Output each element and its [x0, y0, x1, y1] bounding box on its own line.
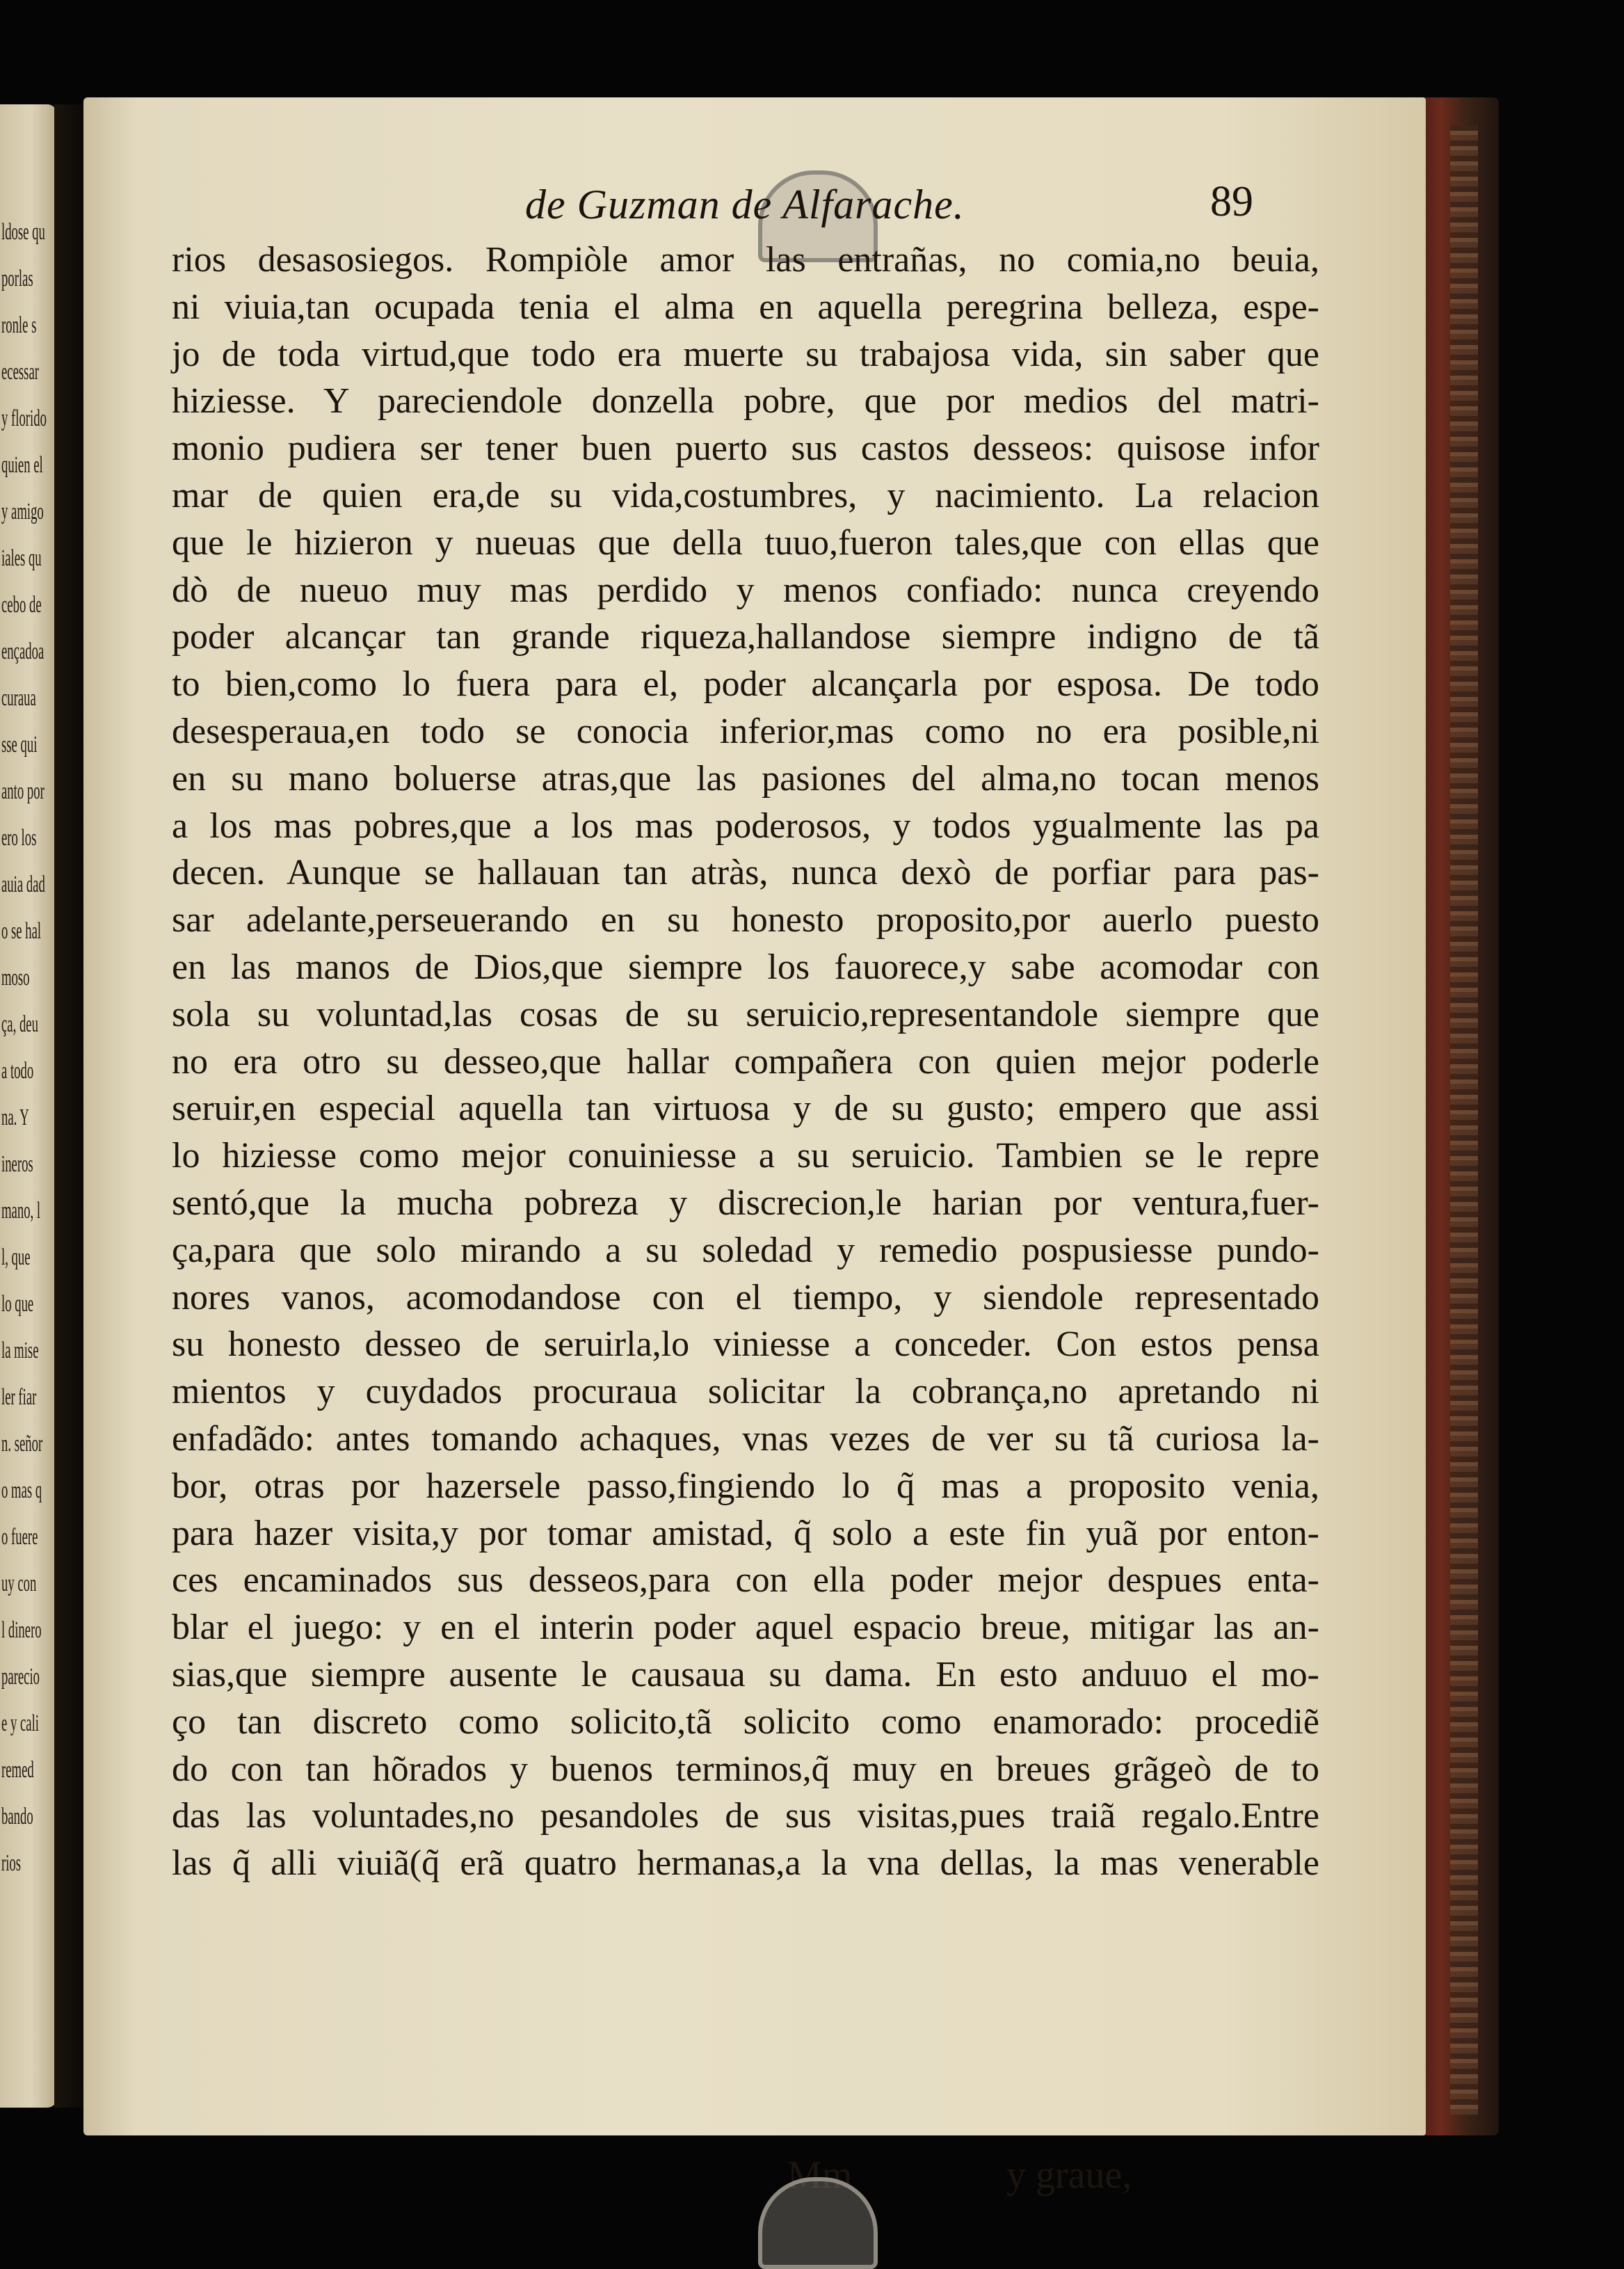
text-line: monio pudiera ser tener buen puerto sus castos desseos: quisose infor [172, 428, 1319, 469]
text-line: en las manos de Dios,que siempre los fauorece,y sabe acomodar con [172, 947, 1319, 987]
text-line: bor, otras por hazersele passo,fingiendo lo q̃ mas a proposito venia, [172, 1466, 1319, 1506]
text-line: sias,que siempre ausente le causaua su dama. En esto anduuo el mo- [172, 1654, 1319, 1694]
page-block-edge [1450, 125, 1478, 2115]
text-line: das las voluntades,no pesandoles de sus visitas,pues traiã regalo.Entre [172, 1796, 1319, 1836]
left-page-fragment: y florido [1, 406, 47, 431]
left-page-fragment: na. Y [1, 1105, 29, 1130]
left-page-fragment: ronle s [1, 312, 37, 338]
left-page-fragment: o fuere [1, 1524, 38, 1550]
text-line: ço tan discreto como solicito,tã solicito como enamorado: procediẽ [172, 1701, 1319, 1742]
text-line: nores vanos, acomodandose con el tiempo, y siendole representado [172, 1277, 1319, 1317]
text-line: seruir,en especial aquella tan virtuosa y de su gusto; empero que assi [172, 1089, 1319, 1129]
text-line: to bien,como lo fuera para el, poder alcançarla por esposa. De todo [172, 664, 1319, 705]
text-line: sentó,que la mucha pobreza y discrecion,le harian por ventura,fuer- [172, 1182, 1319, 1223]
left-page-fragment: ineros [1, 1151, 33, 1177]
text-line: blar el juego: y en el interin poder aquel espacio breue, mitigar las an- [172, 1607, 1319, 1648]
page-footer [83, 2153, 1426, 2208]
text-line: ces encaminados sus desseos,para con ella poder mejor despues enta- [172, 1560, 1319, 1601]
left-page-fragment: rios [1, 1850, 22, 1876]
left-page-text-fragments [1, 209, 57, 1886]
text-line: a los mas pobres,que a los mas poderosos, y todos ygualmente las pa [172, 805, 1319, 846]
left-page-fragment: uy con [1, 1571, 37, 1596]
left-page-fragment: l dinero [1, 1617, 42, 1643]
book-page [83, 97, 1426, 2197]
text-line: poder alcançar tan grande riqueza,hallandose siempre indigno de tã [172, 617, 1319, 657]
text-line: decen. Aunque se hallauan tan atràs, nunca dexò de porfiar para pas- [172, 853, 1319, 893]
text-line: su honesto desseo de seruirla,lo viniesse a conceder. Con estos pensa [172, 1324, 1319, 1365]
text-line: las q̃ alli viuiã(q̃ erã quatro hermanas,a la vna dellas, la mas venerable [172, 1843, 1319, 1884]
text-line: hiziesse. Y pareciendole donzella pobre, que por medios del matri- [172, 381, 1319, 422]
text-line: en su mano boluerse atras,que las pasiones del alma,no tocan menos [172, 758, 1319, 799]
text-line: enfadãdo: antes tomando achaques, vnas vezes de ver su tã curiosa la- [172, 1418, 1319, 1459]
left-page-fragment: quien el [1, 452, 43, 478]
left-page-fragment: porlas [1, 266, 33, 291]
text-line: rios desasosiegos. Rompiòle amor las entrañas, no comia,no beuia, [172, 240, 1319, 280]
text-line: do con tan hõrados y buenos terminos,q̃ muy en breues grãgeò de to [172, 1749, 1319, 1789]
left-page-fragment: mano, l [1, 1198, 41, 1224]
left-page-fragment: e y cali [1, 1710, 39, 1736]
left-page-fragment: moso [1, 965, 30, 991]
text-line: dò de nueuo muy mas perdido y menos confiado: nunca creyendo [172, 570, 1319, 610]
signature-mark: Mm [787, 2154, 853, 2197]
left-page-fragment: n. señor [1, 1431, 43, 1457]
left-page-fragment: anto por [1, 778, 45, 804]
left-page-fragment: o mas q [1, 1477, 42, 1503]
left-page-fragment: l, que [1, 1244, 31, 1270]
left-page-fragment: la mise [1, 1338, 39, 1363]
text-line: ça,para que solo mirando a su soledad y remedio pospusiesse pundo- [172, 1230, 1319, 1270]
left-page-fragment: y amigo [1, 499, 44, 524]
text-line: desesperaua,en todo se conocia inferior,mas como no era posible,ni [172, 711, 1319, 751]
text-line: mientos y cuydados procuraua solicitar la cobrança,no apretando ni [172, 1372, 1319, 1412]
left-page-fragment: ldose qu [1, 219, 45, 245]
catchword: y graue, [1006, 2154, 1132, 2197]
text-line: para hazer visita,y por tomar amistad, q̃ solo a este fin yuã por enton- [172, 1513, 1319, 1553]
left-page-fragment: bando [1, 1804, 33, 1829]
left-page-fragment: auia dad [1, 872, 45, 897]
left-page-fragment: lo que [1, 1291, 34, 1317]
left-page-fragment: cebo de [1, 592, 42, 618]
left-page-fragment: ero los [1, 825, 37, 851]
left-page-fragment: ler fiar [1, 1384, 37, 1410]
left-page-fragment: o se hal [1, 918, 42, 944]
left-page-fragment: remed [1, 1757, 34, 1783]
left-page-fragment: sse qui [1, 732, 38, 757]
left-page-fragment: a todo [1, 1058, 34, 1084]
text-line: sar adelante,perseuerando en su honesto proposito,por auerlo puesto [172, 900, 1319, 940]
left-page-fragment: ça, deu [1, 1011, 38, 1037]
text-line: lo hiziesse como mejor conuiniesse a su seruicio. Tambien se le repre [172, 1136, 1319, 1176]
left-page-fragment: ecessar [1, 359, 39, 385]
page-header [435, 177, 1339, 240]
page-number: 89 [1210, 178, 1253, 225]
body-text [172, 236, 1319, 1887]
text-line: que le hizieron y nueuas que della tuuo,fueron tales,que con ellas que [172, 522, 1319, 563]
text-line: no era otro su desseo,que hallar compañera con quien mejor poderle [172, 1041, 1319, 1082]
text-line: jo de toda virtud,que todo era muerte su trabajosa vida, sin saber que [172, 334, 1319, 374]
text-line: sola su voluntad,las cosas de su seruicio,representandole siempre que [172, 994, 1319, 1034]
running-title: de Guzman de Alfarache. [525, 182, 965, 227]
adjacent-left-page [0, 104, 57, 2108]
left-page-fragment: iales qu [1, 545, 42, 571]
left-page-fragment: parecio [1, 1664, 40, 1690]
left-page-fragment: curaua [1, 685, 36, 711]
text-line: ni viuia,tan ocupada tenia el alma en aquella peregrina belleza, espe- [172, 287, 1319, 327]
left-page-fragment: ençadoa [1, 639, 45, 664]
text-line: mar de quien era,de su vida,costumbres, y nacimiento. La relacion [172, 475, 1319, 515]
